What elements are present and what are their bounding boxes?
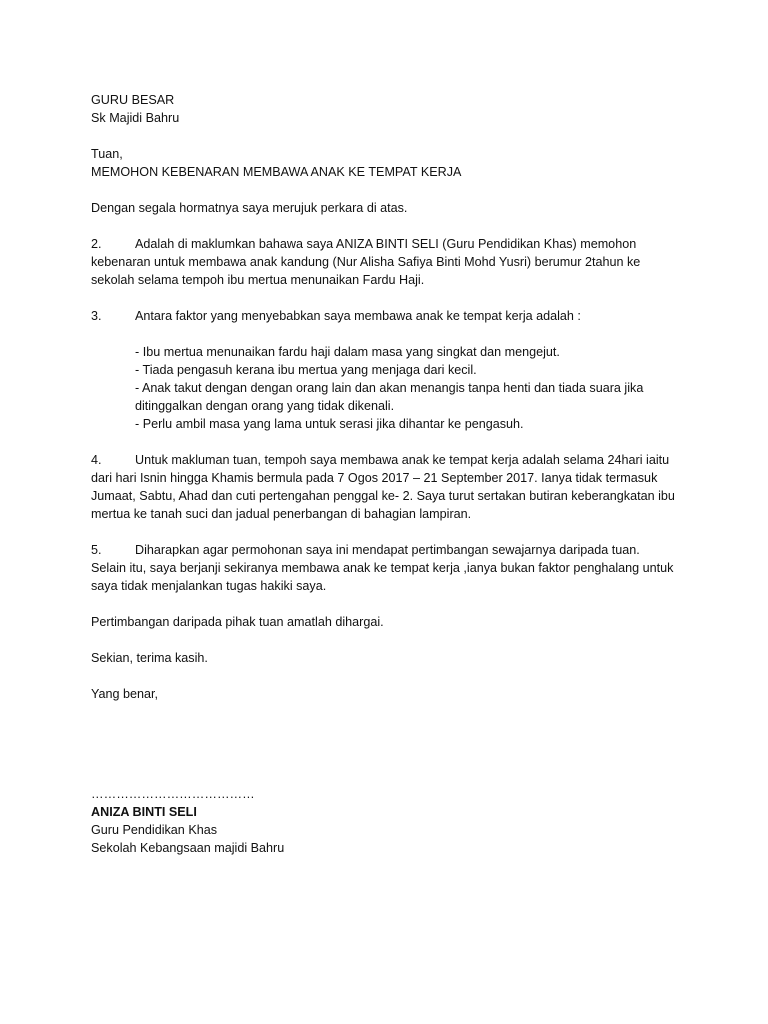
letter-body	[91, 91, 681, 857]
spacer	[91, 217, 681, 235]
signer-position: Guru Pendidikan Khas	[91, 823, 218, 837]
subject-line: MEMOHON KEBENARAN MEMBAWA ANAK KE TEMPAT KERJA	[91, 165, 462, 179]
spacer	[91, 181, 681, 199]
paragraph-line: dari hari Isnin hingga Khamis bermula pada 7 Ogos 2017 – 21 September 2017. Ianya tidak termasuk	[91, 471, 658, 485]
paragraph-line: Diharapkan agar permohonan saya ini mendapat pertimbangan sewajarnya daripada tuan.	[135, 543, 640, 557]
spacer	[91, 667, 681, 685]
signer-name: ANIZA BINTI SELI	[91, 805, 197, 819]
list-item: - Perlu ambil masa yang lama untuk serasi jika dihantar ke pengasuh.	[135, 417, 524, 431]
spacer	[91, 631, 681, 649]
recipient-school: Sk Majidi Bahru	[91, 111, 180, 125]
thanks-line: Sekian, terima kasih.	[91, 651, 208, 665]
spacer	[91, 595, 681, 613]
paragraph-line: kebenaran untuk membawa anak kandung (Nur Alisha Safiya Binti Mohd Yusri) berumur 2tahun ke	[91, 255, 641, 269]
spacer	[91, 325, 681, 343]
paragraph-line: saya tidak menjalankan tugas hakiki saya.	[91, 579, 327, 593]
paragraph-4	[91, 451, 681, 523]
paragraph-line: Selain itu, saya berjanji sekiranya membawa anak ke tempat kerja ,ianya bukan faktor penghalang untuk	[91, 561, 674, 575]
list-item: ditinggalkan dengan orang yang tidak dikenali.	[135, 399, 395, 413]
salutation: Tuan,	[91, 147, 123, 161]
paragraph-line: sekolah selama tempoh ibu mertua menunaikan Fardu Haji.	[91, 273, 425, 287]
list-item: - Tiada pengasuh kerana ibu mertua yang menjaga dari kecil.	[135, 363, 477, 377]
paragraph-line: Adalah di maklumkan bahawa saya ANIZA BINTI SELI (Guru Pendidikan Khas) memohon	[135, 237, 637, 251]
paragraph-number: 2.	[91, 237, 102, 251]
spacer	[91, 127, 681, 145]
paragraph-3	[91, 307, 681, 325]
list-item: - Anak takut dengan dengan orang lain dan akan menangis tanpa henti dan tiada suara jika	[135, 381, 644, 395]
paragraph-line: Untuk makluman tuan, tempoh saya membawa anak ke tempat kerja adalah selama 24hari iaitu	[135, 453, 670, 467]
appreciation-line: Pertimbangan daripada pihak tuan amatlah dihargai.	[91, 615, 384, 629]
signature-space	[91, 703, 681, 785]
paragraph-line: Antara faktor yang menyebabkan saya membawa anak ke tempat kerja adalah :	[135, 309, 581, 323]
recipient-title: GURU BESAR	[91, 93, 175, 107]
list-item: - Ibu mertua menunaikan fardu haji dalam masa yang singkat dan mengejut.	[135, 345, 560, 359]
paragraph-line: Jumaat, Sabtu, Ahad dan cuti pertengahan penggal ke- 2. Saya turut sertakan butiran keberangkatan ibu	[91, 489, 675, 503]
paragraph-5	[91, 541, 681, 595]
paragraph-2	[91, 235, 681, 289]
signer-school: Sekolah Kebangsaan majidi Bahru	[91, 841, 285, 855]
spacer	[91, 289, 681, 307]
opening-sentence: Dengan segala hormatnya saya merujuk perkara di atas.	[91, 201, 408, 215]
paragraph-line: mertua ke tanah suci dan jadual penerbangan di bahagian lampiran.	[91, 507, 472, 521]
signature-dots: …………………………………	[91, 787, 255, 801]
factor-list	[135, 343, 681, 433]
spacer	[91, 433, 681, 451]
paragraph-number: 4.	[91, 453, 102, 467]
paragraph-number: 5.	[91, 543, 102, 557]
spacer	[91, 523, 681, 541]
sign-off: Yang benar,	[91, 687, 158, 701]
paragraph-number: 3.	[91, 309, 102, 323]
